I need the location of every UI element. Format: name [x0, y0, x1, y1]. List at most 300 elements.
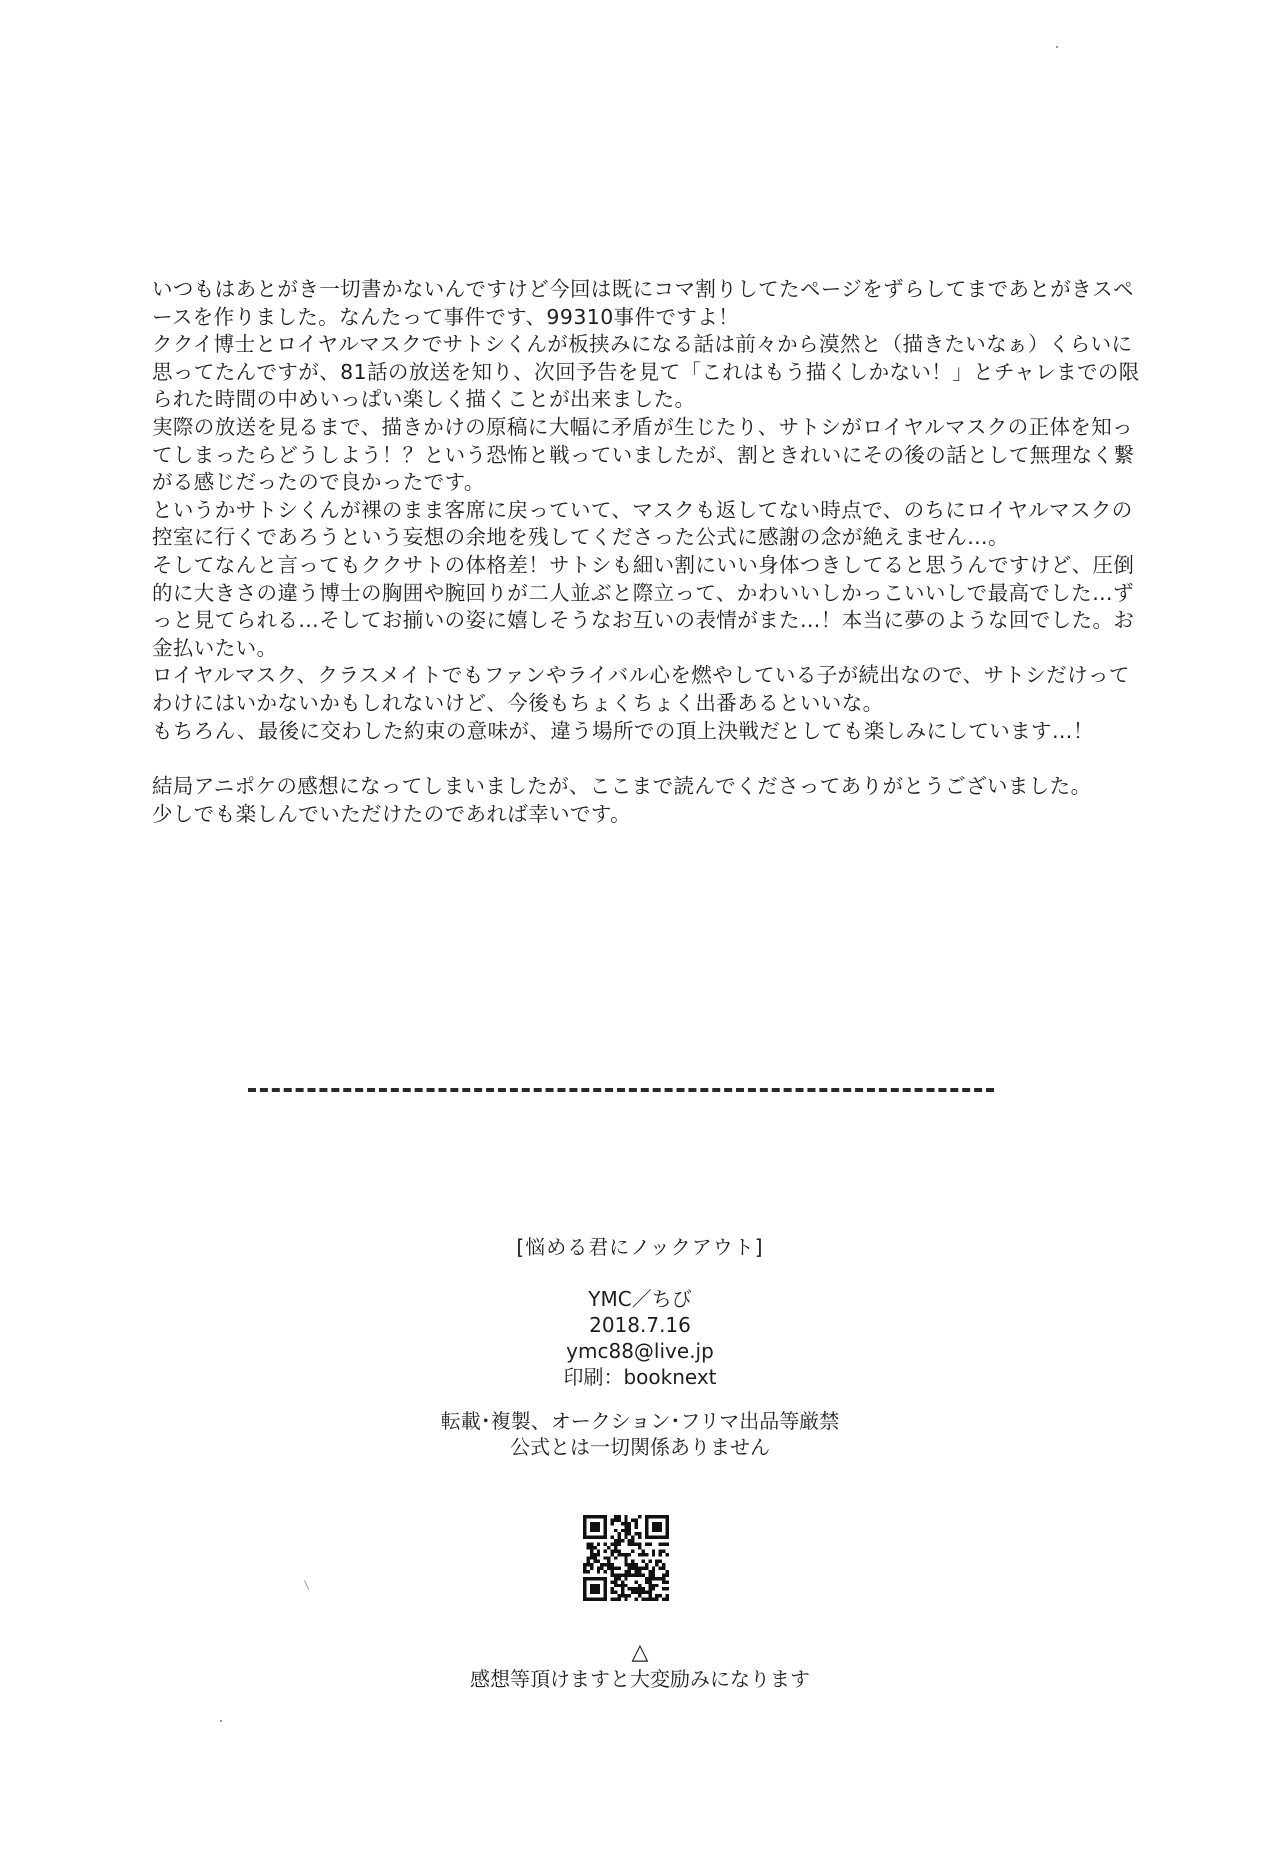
- qr-module: [590, 1536, 593, 1539]
- qr-module: [597, 1598, 600, 1601]
- qr-module: [583, 1580, 586, 1583]
- afterword-line: いつもはあとがき一切書かないんですけど今回は既にコマ割りしてたページをずらしてまであとがきスペ: [152, 277, 1134, 301]
- qr-module: [583, 1518, 586, 1521]
- qr-module: [590, 1525, 593, 1528]
- qr-module: [655, 1536, 658, 1539]
- scan-speck: [304, 1580, 309, 1589]
- qr-module: [614, 1577, 617, 1580]
- qr-module: [631, 1560, 634, 1563]
- afterword-line: ースを作りました。なんたって事件です、99310事件ですよ！: [152, 304, 740, 329]
- qr-module: [597, 1577, 600, 1580]
- qr-module: [583, 1525, 586, 1528]
- qr-module: [617, 1549, 620, 1552]
- qr-module: [597, 1522, 600, 1525]
- qr-module: [638, 1536, 641, 1539]
- qr-module: [624, 1529, 627, 1532]
- qr-module: [662, 1573, 665, 1576]
- qr-module: [655, 1525, 658, 1528]
- qr-module: [604, 1532, 607, 1535]
- qr-module: [666, 1522, 669, 1525]
- qr-module: [645, 1598, 648, 1601]
- qr-module: [600, 1515, 603, 1518]
- qr-module: [635, 1573, 638, 1576]
- qr-module: [666, 1570, 669, 1573]
- qr-module: [648, 1598, 651, 1601]
- qr-module: [624, 1563, 627, 1566]
- qr-module: [611, 1543, 614, 1546]
- qr-module: [617, 1584, 620, 1587]
- qr-code-icon[interactable]: [583, 1515, 669, 1601]
- qr-module: [597, 1587, 600, 1590]
- qr-module: [586, 1570, 589, 1573]
- qr-module: [659, 1577, 662, 1580]
- colophon-credits: [0, 1286, 1280, 1390]
- qr-module: [614, 1567, 617, 1570]
- qr-module: [621, 1553, 624, 1556]
- qr-module: [604, 1587, 607, 1590]
- qr-module: [635, 1518, 638, 1521]
- qr-module: [666, 1529, 669, 1532]
- qr-module: [614, 1546, 617, 1549]
- qr-module: [597, 1529, 600, 1532]
- qr-module: [628, 1563, 631, 1566]
- qr-module: [635, 1591, 638, 1594]
- qr-module: [666, 1580, 669, 1583]
- qr-module: [645, 1543, 648, 1546]
- qr-module: [662, 1580, 665, 1583]
- qr-module: [593, 1587, 596, 1590]
- qr-module: [628, 1525, 631, 1528]
- qr-module: [593, 1560, 596, 1563]
- qr-module: [604, 1525, 607, 1528]
- qr-module: [611, 1591, 614, 1594]
- qr-module: [607, 1546, 610, 1549]
- qr-module: [652, 1573, 655, 1576]
- qr-module: [590, 1515, 593, 1518]
- qr-module: [631, 1518, 634, 1521]
- qr-module: [635, 1532, 638, 1535]
- qr-module: [593, 1525, 596, 1528]
- qr-module: [607, 1556, 610, 1559]
- afterword-line: もちろん、最後に交わした約束の意味が、違う場所での頂上決戦だとしても楽しみにしています…！: [152, 718, 1094, 743]
- qr-module: [614, 1529, 617, 1532]
- qr-module: [604, 1570, 607, 1573]
- qr-module: [624, 1584, 627, 1587]
- qr-module: [607, 1563, 610, 1566]
- qr-module: [593, 1591, 596, 1594]
- qr-module: [604, 1529, 607, 1532]
- qr-module: [638, 1591, 641, 1594]
- qr-module: [628, 1573, 631, 1576]
- qr-module: [611, 1573, 614, 1576]
- afterword-line: 金払いたい。: [152, 635, 278, 660]
- qr-module: [662, 1577, 665, 1580]
- qr-module: [624, 1536, 627, 1539]
- qr-module: [593, 1522, 596, 1525]
- qr-module: [597, 1570, 600, 1573]
- qr-module: [628, 1553, 631, 1556]
- qr-module: [624, 1553, 627, 1556]
- qr-module: [621, 1591, 624, 1594]
- qr-module: [648, 1536, 651, 1539]
- qr-module: [659, 1522, 662, 1525]
- qr-module: [645, 1577, 648, 1580]
- qr-module: [617, 1573, 620, 1576]
- qr-module: [641, 1560, 644, 1563]
- qr-module: [666, 1598, 669, 1601]
- qr-module: [638, 1532, 641, 1535]
- qr-module: [590, 1546, 593, 1549]
- qr-module: [621, 1529, 624, 1532]
- qr-module: [617, 1553, 620, 1556]
- qr-module: [659, 1529, 662, 1532]
- qr-module: [641, 1573, 644, 1576]
- qr-module: [641, 1553, 644, 1556]
- qr-module: [600, 1598, 603, 1601]
- qr-module: [617, 1543, 620, 1546]
- qr-module: [586, 1560, 589, 1563]
- qr-module: [666, 1532, 669, 1535]
- qr-module: [593, 1577, 596, 1580]
- qr-module: [593, 1584, 596, 1587]
- qr-module: [617, 1518, 620, 1521]
- qr-module: [621, 1573, 624, 1576]
- qr-module: [662, 1549, 665, 1552]
- printer-credit: 印刷：booknext: [563, 1365, 717, 1389]
- qr-module: [652, 1522, 655, 1525]
- qr-module: [624, 1570, 627, 1573]
- qr-module: [638, 1515, 641, 1518]
- qr-module: [624, 1577, 627, 1580]
- qr-module: [604, 1591, 607, 1594]
- qr-module: [628, 1522, 631, 1525]
- qr-module: [666, 1573, 669, 1576]
- qr-module: [638, 1553, 641, 1556]
- qr-module: [628, 1567, 631, 1570]
- qr-module: [586, 1563, 589, 1566]
- qr-module: [583, 1567, 586, 1570]
- qr-module: [597, 1525, 600, 1528]
- qr-module: [652, 1553, 655, 1556]
- qr-module: [586, 1556, 589, 1559]
- qr-module: [648, 1570, 651, 1573]
- qr-module: [583, 1529, 586, 1532]
- qr-module: [624, 1532, 627, 1535]
- reproduction-notice: 転載･複製、オークション･フリマ出品等厳禁: [440, 1409, 840, 1433]
- qr-module: [635, 1570, 638, 1573]
- qr-module: [611, 1580, 614, 1583]
- qr-module: [607, 1567, 610, 1570]
- qr-module: [652, 1525, 655, 1528]
- qr-module: [635, 1543, 638, 1546]
- qr-module: [631, 1563, 634, 1566]
- qr-module: [600, 1577, 603, 1580]
- qr-module: [628, 1587, 631, 1590]
- qr-module: [641, 1549, 644, 1552]
- qr-module: [604, 1577, 607, 1580]
- qr-module: [648, 1577, 651, 1580]
- qr-module: [586, 1543, 589, 1546]
- qr-module: [631, 1567, 634, 1570]
- qr-module: [614, 1580, 617, 1583]
- qr-module: [645, 1525, 648, 1528]
- qr-module: [624, 1515, 627, 1518]
- qr-module: [590, 1522, 593, 1525]
- qr-module: [583, 1563, 586, 1566]
- colophon-book-title: [0, 1234, 1280, 1260]
- qr-module: [635, 1580, 638, 1583]
- qr-module: [583, 1584, 586, 1587]
- qr-module: [624, 1598, 627, 1601]
- afterword-line: というかサトシくんが裸のまま客席に戻っていて、マスクも返してない時点で、のちにロイヤルマスクの: [152, 497, 1133, 522]
- qr-module: [666, 1536, 669, 1539]
- qr-module: [652, 1587, 655, 1590]
- qr-module: [624, 1594, 627, 1597]
- qr-module: [614, 1556, 617, 1559]
- afterword-line: がる感じだったので良かったです。: [152, 470, 485, 495]
- qr-module: [614, 1539, 617, 1542]
- qr-module: [597, 1584, 600, 1587]
- qr-module: [604, 1594, 607, 1597]
- qr-module: [617, 1577, 620, 1580]
- qr-module: [604, 1580, 607, 1583]
- qr-module: [611, 1563, 614, 1566]
- qr-module: [662, 1543, 665, 1546]
- qr-module: [593, 1536, 596, 1539]
- qr-module: [648, 1515, 651, 1518]
- qr-module: [662, 1536, 665, 1539]
- qr-module: [645, 1532, 648, 1535]
- qr-module: [638, 1587, 641, 1590]
- qr-module: [631, 1573, 634, 1576]
- qr-module: [659, 1594, 662, 1597]
- qr-module: [621, 1584, 624, 1587]
- qr-module: [638, 1546, 641, 1549]
- qr-module: [583, 1598, 586, 1601]
- qr-module: [631, 1549, 634, 1552]
- qr-module: [645, 1529, 648, 1532]
- qr-module: [617, 1532, 620, 1535]
- qr-module: [631, 1536, 634, 1539]
- qr-module: [617, 1515, 620, 1518]
- qr-module: [645, 1518, 648, 1521]
- qr-module: [597, 1591, 600, 1594]
- qr-module: [590, 1529, 593, 1532]
- qr-module: [652, 1515, 655, 1518]
- qr-module: [604, 1515, 607, 1518]
- afterword-line: っと見てられる…そしてお揃いの姿に嬉しそうなお互いの表情がまた…！本当に夢のような回でした。お: [152, 608, 1135, 633]
- qr-module: [593, 1529, 596, 1532]
- unofficial-notice: 公式とは一切関係ありません: [510, 1435, 770, 1459]
- qr-module: [655, 1598, 658, 1601]
- qr-module: [617, 1598, 620, 1601]
- qr-module: [662, 1587, 665, 1590]
- qr-module: [614, 1549, 617, 1552]
- qr-module: [583, 1587, 586, 1590]
- qr-module: [586, 1546, 589, 1549]
- qr-module: [583, 1532, 586, 1535]
- qr-module: [652, 1598, 655, 1601]
- afterword-closing-line: 結局アニポケの感想になってしまいましたが、ここまで読んでくださってありがとうございました。: [152, 774, 1092, 799]
- qr-module: [593, 1546, 596, 1549]
- qr-module: [645, 1515, 648, 1518]
- qr-module: [611, 1522, 614, 1525]
- qr-module: [590, 1591, 593, 1594]
- qr-module: [611, 1553, 614, 1556]
- book-title: [悩める君にノックアウト]: [516, 1235, 764, 1259]
- qr-module: [590, 1567, 593, 1570]
- qr-module: [652, 1536, 655, 1539]
- qr-module: [638, 1543, 641, 1546]
- qr-module: [655, 1594, 658, 1597]
- qr-module: [611, 1536, 614, 1539]
- qr-module: [593, 1556, 596, 1559]
- afterword-closing-line: 少しでも楽しんでいただけたのであれば幸いです。: [152, 801, 632, 826]
- qr-module: [604, 1543, 607, 1546]
- qr-module: [638, 1584, 641, 1587]
- qr-caption-block: [0, 1640, 1280, 1692]
- afterword-line: ロイヤルマスク、クラスメイトでもファンやライバル心を燃やしている子が続出なので、サトシだけって: [152, 663, 1130, 688]
- qr-module: [586, 1577, 589, 1580]
- qr-module: [659, 1560, 662, 1563]
- qr-module: [628, 1539, 631, 1542]
- qr-module: [662, 1598, 665, 1601]
- qr-module: [607, 1560, 610, 1563]
- qr-module: [604, 1536, 607, 1539]
- qr-module: [628, 1529, 631, 1532]
- contact-email: ymc88@live.jp: [566, 1339, 714, 1363]
- qr-module: [597, 1549, 600, 1552]
- qr-module: [635, 1563, 638, 1566]
- qr-module: [638, 1570, 641, 1573]
- qr-module: [590, 1543, 593, 1546]
- qr-module: [590, 1556, 593, 1559]
- qr-module: [659, 1543, 662, 1546]
- qr-module: [624, 1573, 627, 1576]
- qr-module: [666, 1587, 669, 1590]
- qr-module: [617, 1539, 620, 1542]
- qr-module: [666, 1518, 669, 1521]
- qr-module: [611, 1549, 614, 1552]
- afterword-line: 思ってたんですが、81話の放送を知り、次回予告を見て「これはもう描くしかない！」とチャレまでの限: [152, 359, 1140, 384]
- qr-module: [648, 1580, 651, 1583]
- qr-module: [631, 1591, 634, 1594]
- qr-module: [655, 1560, 658, 1563]
- afterword-line: 的に大きさの違う博士の胸囲や腕回りが二人並ぶと際立って、かわいいしかっこいいしで最高でした…ず: [152, 580, 1134, 605]
- qr-module: [583, 1536, 586, 1539]
- qr-module: [648, 1573, 651, 1576]
- qr-module: [614, 1591, 617, 1594]
- qr-module: [666, 1553, 669, 1556]
- qr-module: [611, 1518, 614, 1521]
- qr-module: [655, 1584, 658, 1587]
- qr-module: [621, 1539, 624, 1542]
- qr-module: [604, 1518, 607, 1521]
- qr-module: [662, 1563, 665, 1566]
- afterword-line: 控室に行くであろうという妄想の余地を残してくださった公式に感謝の念が絶えません…。: [152, 525, 1009, 550]
- qr-module: [655, 1522, 658, 1525]
- qr-module: [635, 1587, 638, 1590]
- qr-module: [635, 1525, 638, 1528]
- afterword-line: てしまったらどうしよう！？という恐怖と戦っていましたが、割ときれいにその後の話として無理なく繋: [152, 442, 1135, 467]
- qr-module: [628, 1532, 631, 1535]
- qr-module: [645, 1591, 648, 1594]
- qr-module: [604, 1584, 607, 1587]
- qr-module: [604, 1556, 607, 1559]
- qr-module: [593, 1553, 596, 1556]
- qr-module: [597, 1543, 600, 1546]
- qr-module: [648, 1584, 651, 1587]
- qr-module: [645, 1553, 648, 1556]
- qr-module: [628, 1543, 631, 1546]
- qr-module: [624, 1522, 627, 1525]
- colophon-notice: [0, 1408, 1280, 1460]
- qr-module: [645, 1567, 648, 1570]
- qr-module: [659, 1553, 662, 1556]
- qr-module: [583, 1591, 586, 1594]
- qr-module: [631, 1543, 634, 1546]
- afterword-text: [152, 276, 1140, 828]
- qr-module: [590, 1577, 593, 1580]
- afterword-line: られた時間の中めいっぱい楽しく描くことが出来ました。: [152, 387, 696, 412]
- qr-module: [617, 1594, 620, 1597]
- qr-module: [611, 1570, 614, 1573]
- qr-module: [648, 1543, 651, 1546]
- scan-speck: [220, 1720, 222, 1722]
- qr-module: [662, 1567, 665, 1570]
- qr-module: [586, 1536, 589, 1539]
- qr-module: [666, 1525, 669, 1528]
- qr-caption: 感想等頂けますと大変励みになります: [470, 1667, 810, 1691]
- qr-module: [614, 1598, 617, 1601]
- qr-module: [597, 1567, 600, 1570]
- qr-module: [624, 1518, 627, 1521]
- qr-module: [645, 1536, 648, 1539]
- qr-module: [641, 1598, 644, 1601]
- qr-module: [611, 1587, 614, 1590]
- qr-module: [621, 1594, 624, 1597]
- qr-module: [590, 1584, 593, 1587]
- qr-module: [583, 1577, 586, 1580]
- qr-module: [638, 1567, 641, 1570]
- qr-module: [590, 1598, 593, 1601]
- qr-module: [645, 1563, 648, 1566]
- qr-module: [583, 1570, 586, 1573]
- afterword-line: 実際の放送を見るまで、描きかけの原稿に大幅に矛盾が生じたり、サトシがロイヤルマスクの正体を知っ: [152, 414, 1134, 439]
- qr-module: [590, 1587, 593, 1590]
- qr-module: [621, 1587, 624, 1590]
- qr-module: [597, 1560, 600, 1563]
- qr-module: [614, 1573, 617, 1576]
- qr-module: [617, 1536, 620, 1539]
- qr-module: [659, 1549, 662, 1552]
- qr-module: [617, 1567, 620, 1570]
- qr-module: [652, 1584, 655, 1587]
- scan-speck: [1056, 46, 1058, 48]
- qr-module: [652, 1549, 655, 1552]
- qr-module: [641, 1591, 644, 1594]
- qr-module: [645, 1580, 648, 1583]
- qr-module: [645, 1522, 648, 1525]
- qr-module: [662, 1515, 665, 1518]
- qr-module: [590, 1563, 593, 1566]
- qr-module: [652, 1529, 655, 1532]
- qr-module: [600, 1563, 603, 1566]
- qr-module: [648, 1594, 651, 1597]
- qr-module: [597, 1553, 600, 1556]
- qr-module: [600, 1536, 603, 1539]
- afterword-line: そしてなんと言ってもククサトの体格差！サトシも細い割にいい身体つきしてると思うんですけど、圧倒: [152, 552, 1135, 577]
